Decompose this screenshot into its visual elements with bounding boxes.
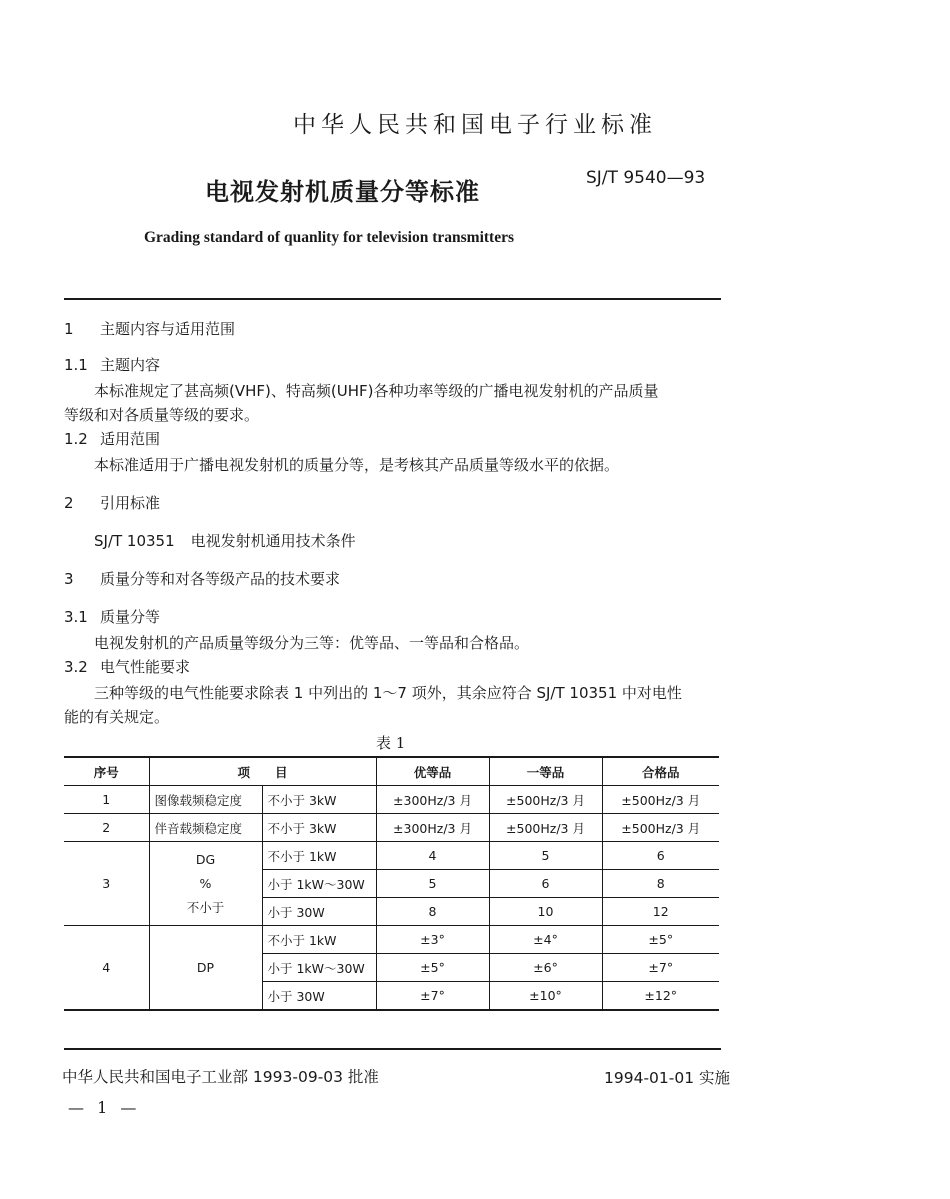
cell-excellent: ±5° [376, 954, 489, 982]
section-1-1-heading [64, 354, 160, 375]
section-number: 1.1 [64, 356, 88, 374]
table-row [64, 842, 719, 870]
paragraph-line: 等级和对各质量等级的要求。 [64, 406, 260, 424]
table-caption: 表 1 [376, 734, 406, 752]
cell-first-class: ±500Hz/3 月 [489, 814, 602, 842]
section-1-2-heading [64, 428, 160, 449]
header-item: 项 目 [149, 757, 376, 786]
section-3-heading [64, 568, 340, 589]
industry-standard-heading: 中华人民共和国电子行业标准 [293, 112, 657, 138]
cell-no: 2 [64, 814, 149, 842]
header-first-class: 一等品 [489, 757, 602, 786]
reference-title: 电视发射机通用技术条件 [190, 532, 356, 550]
cell-first-class: ±6° [489, 954, 602, 982]
section-title: 质量分等 [100, 608, 161, 626]
cell-excellent: ±3° [376, 926, 489, 954]
cell-item-line: DG [195, 851, 216, 867]
paragraph-line: 本标准规定了甚高频(VHF)、特高频(UHF)各种功率等级的广播电视发射机的产品质量 [94, 382, 659, 400]
table-header-row [64, 757, 719, 786]
section-number: 3.2 [64, 658, 88, 676]
paragraph-line: 能的有关规定。 [64, 708, 170, 726]
effective-date: 1994-01-01 实施 [604, 1069, 731, 1087]
section-title: 主题内容 [100, 356, 161, 374]
cell-excellent: ±300Hz/3 月 [376, 814, 489, 842]
section-number: 1 [64, 320, 74, 338]
paragraph-line: 电视发射机的产品质量等级分为三等：优等品、一等品和合格品。 [94, 634, 530, 652]
cell-item: DP [149, 926, 262, 1011]
cell-condition: 小于 1kW～30W [262, 954, 376, 982]
cell-first-class: 10 [489, 898, 602, 926]
cell-excellent: ±300Hz/3 月 [376, 786, 489, 814]
cell-first-class: ±500Hz/3 月 [489, 786, 602, 814]
cell-first-class: 5 [489, 842, 602, 870]
cell-qualified: ±7° [602, 954, 719, 982]
approval-note: 中华人民共和国电子工业部 1993-09-03 批准 [62, 1068, 379, 1086]
section-number: 3.1 [64, 608, 88, 626]
cell-qualified: ±5° [602, 926, 719, 954]
section-title: 主题内容与适用范围 [100, 320, 236, 338]
cell-qualified: ±12° [602, 982, 719, 1011]
cell-no: 4 [64, 926, 149, 1011]
section-number: 1.2 [64, 430, 88, 448]
cell-qualified: ±500Hz/3 月 [602, 814, 719, 842]
section-3-2-heading [64, 656, 190, 677]
cell-condition: 小于 30W [262, 898, 376, 926]
cell-excellent: ±7° [376, 982, 489, 1011]
cell-qualified: ±500Hz/3 月 [602, 786, 719, 814]
cell-item: 图像载频稳定度 [149, 786, 262, 814]
cell-condition: 不小于 3kW [262, 814, 376, 842]
cell-item-line: 不小于 [186, 899, 225, 915]
table-row [64, 814, 719, 842]
cell-excellent: 5 [376, 870, 489, 898]
section-title: 引用标准 [100, 494, 161, 512]
header-rule [64, 298, 721, 300]
section-title: 质量分等和对各等级产品的技术要求 [100, 570, 341, 588]
quality-grade-table [64, 756, 719, 1011]
section-1-heading [64, 318, 235, 339]
cell-condition: 不小于 3kW [262, 786, 376, 814]
cell-qualified: 8 [602, 870, 719, 898]
cell-condition: 小于 30W [262, 982, 376, 1011]
cell-qualified: 6 [602, 842, 719, 870]
cell-condition: 不小于 1kW [262, 842, 376, 870]
footer-rule [64, 1048, 721, 1050]
cell-first-class: 6 [489, 870, 602, 898]
page-number: — 1 — [68, 1098, 141, 1117]
reference-code: SJ/T 10351 [94, 532, 175, 550]
cell-qualified: 12 [602, 898, 719, 926]
cell-condition: 小于 1kW～30W [262, 870, 376, 898]
section-title: 电气性能要求 [100, 658, 191, 676]
table-row [64, 786, 719, 814]
paragraph-line: 三种等级的电气性能要求除表 1 中列出的 1～7 项外，其余应符合 SJ/T 10351 中对电性 [94, 684, 682, 702]
cell-item: 伴音载频稳定度 [149, 814, 262, 842]
english-title: Grading standard of quanlity for television transmitters [144, 229, 514, 246]
table-row [64, 926, 719, 954]
section-number: 3 [64, 570, 74, 588]
section-2-heading [64, 492, 160, 513]
cell-item [149, 842, 262, 926]
header-no: 序号 [64, 757, 149, 786]
cell-no: 3 [64, 842, 149, 926]
section-3-1-heading [64, 606, 160, 627]
document-title: 电视发射机质量分等标准 [205, 178, 480, 206]
section-number: 2 [64, 494, 74, 512]
paragraph-line: 本标准适用于广播电视发射机的质量分等，是考核其产品质量等级水平的依据。 [94, 456, 620, 474]
header-excellent: 优等品 [376, 757, 489, 786]
header-qualified: 合格品 [602, 757, 719, 786]
cell-item-line: % [199, 875, 212, 891]
cell-no: 1 [64, 786, 149, 814]
cell-first-class: ±10° [489, 982, 602, 1011]
cell-condition: 不小于 1kW [262, 926, 376, 954]
standard-code: SJ/T 9540—93 [586, 168, 706, 188]
reference-standard [94, 530, 356, 551]
section-title: 适用范围 [100, 430, 161, 448]
cell-first-class: ±4° [489, 926, 602, 954]
cell-excellent: 8 [376, 898, 489, 926]
cell-excellent: 4 [376, 842, 489, 870]
